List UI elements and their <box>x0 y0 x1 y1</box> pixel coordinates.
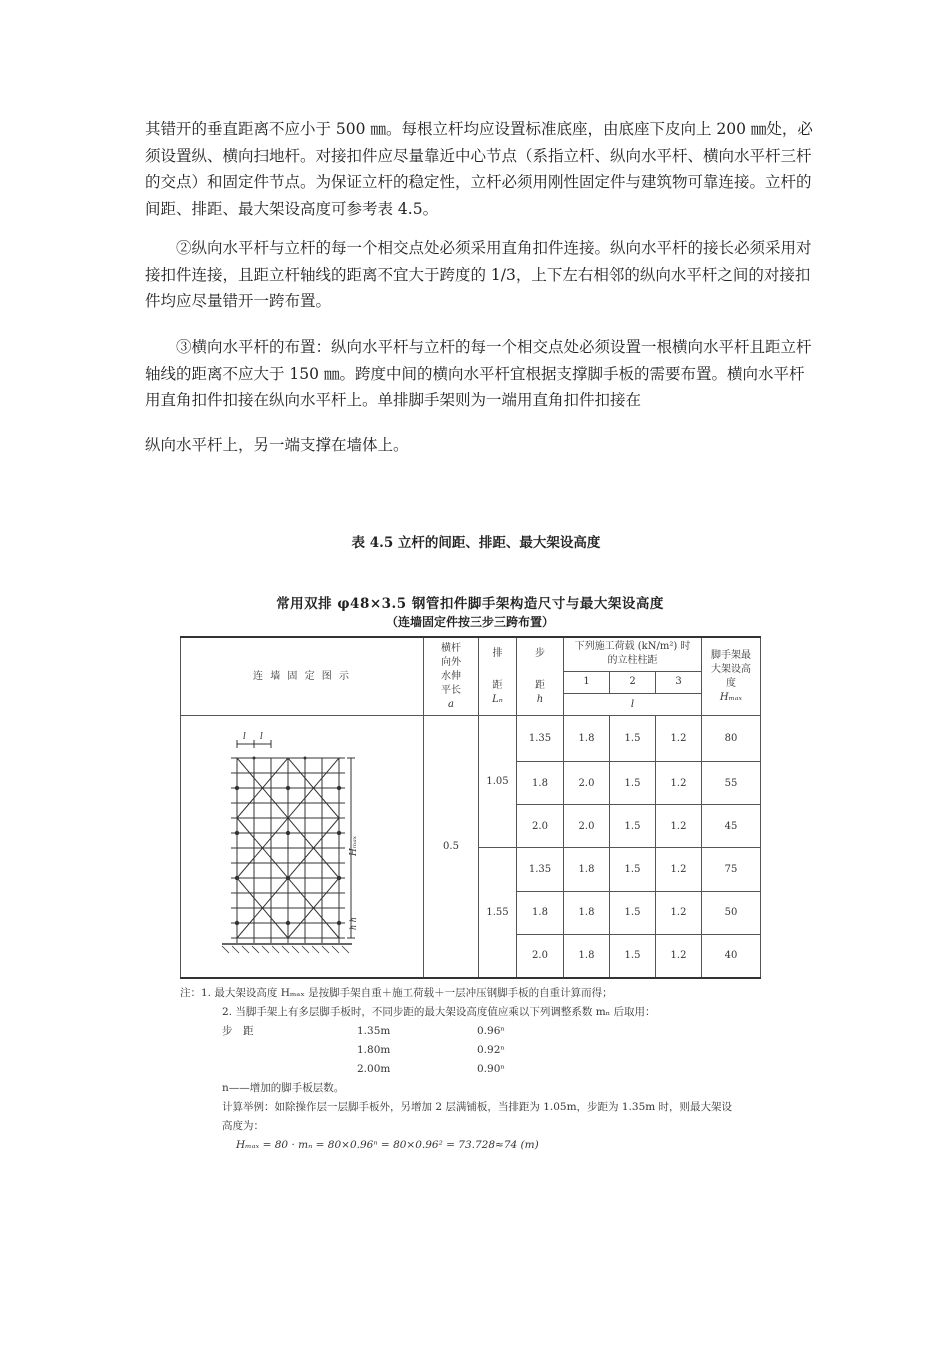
cell-l2: 1.5 <box>610 891 656 934</box>
cell-l1: 1.8 <box>564 716 610 762</box>
header-load-3: 3 <box>656 671 702 693</box>
paragraph-1: 其错开的垂直距离不应小于 500 ㎜。每根立杆均应设置标准底座，由底座下皮向上 200 ㎜处，必须设置纵、横向扫地杆。对接扣件应尽量靠近中心节点（系指立杆、纵向水平杆、横向水平杆三杆的交点）和固定件节点。为保证立杆的稳定性，立杆必须用刚性固定件与建筑物可靠连接。立杆的间距、排距、最大架设高度可参考表 4.5。 <box>145 120 813 218</box>
cell-h: 1.8 <box>517 762 564 805</box>
header-load: 下列施工荷载 (kN/m²) 时的立柱柱距 <box>564 637 702 671</box>
note-1: 注：1. 最大架设高度 Hₘₐₓ 是按脚手架自重＋施工荷载＋一层冲压钢脚手板的自重计算而得； <box>180 987 613 999</box>
cell-h: 2.0 <box>517 934 564 978</box>
note-2: 2. 当脚手架上有多层脚手板时，不同步距的最大架设高度值应乘以下列调整系数 mₙ 后取用： <box>222 1006 656 1018</box>
lb-group-2: 1.55 <box>479 847 517 978</box>
scaffold-table <box>180 636 761 979</box>
cell-hmax: 55 <box>702 762 761 805</box>
cell-l1: 1.8 <box>564 891 610 934</box>
adjust-row <box>222 1041 742 1060</box>
adjust-factor: 0.96ⁿ <box>477 1025 505 1037</box>
step-label: 步 距 <box>222 1025 254 1037</box>
header-h-top: 步 <box>535 647 545 659</box>
cell-l1: 2.0 <box>564 805 610 848</box>
paragraph-4: 纵向水平杆上，另一端支撑在墙体上。 <box>145 436 409 454</box>
paragraph-2: ②纵向水平杆与立杆的每一个相交点处必须采用直角扣件连接。纵向水平杆的接长必须采用对接扣件连接，且距立杆轴线的距离不宜大于跨度的 1/3，上下左右相邻的纵向水平杆之间的对接扣件均应尽量错开一跨布置。 <box>145 239 812 310</box>
cell-l2: 1.5 <box>610 805 656 848</box>
header-load-1: 1 <box>564 671 610 693</box>
cell-l2: 1.5 <box>610 762 656 805</box>
header-lb-top: 排 <box>492 647 503 659</box>
header-l: l <box>564 694 702 716</box>
diagram-label-l1: l <box>243 731 246 742</box>
header-a-label: 横杆向外水伸平长 <box>441 642 461 696</box>
cell-l2: 1.5 <box>610 934 656 978</box>
adjust-step: 1.80m <box>357 1044 391 1056</box>
adjust-step: 2.00m <box>357 1063 391 1075</box>
header-load-2: 2 <box>610 671 656 693</box>
header-diagram: 连 墙 固 定 图 示 <box>181 637 424 716</box>
cell-l3: 1.2 <box>656 934 702 978</box>
cell-hmax: 80 <box>702 716 761 762</box>
header-a-symbol: a <box>448 698 454 710</box>
table-caption: 表 4.5 立杆的间距、排距、最大架设高度 <box>351 535 601 551</box>
cell-h: 1.8 <box>517 891 564 934</box>
cell-hmax: 50 <box>702 891 761 934</box>
header-h <box>517 637 564 716</box>
lb-group-1: 1.05 <box>479 716 517 847</box>
header-hmax-symbol: Hₘₐₓ <box>719 691 743 703</box>
cell-l3: 1.2 <box>656 716 702 762</box>
header-h-symbol: h <box>536 693 544 705</box>
cell-l3: 1.2 <box>656 762 702 805</box>
header-hmax-label: 脚手架最大架设高度 <box>711 649 752 689</box>
table-title: 常用双排 φ48×3.5 钢管扣件脚手架构造尺寸与最大架设高度 <box>276 596 664 612</box>
diagram-label-l2: l <box>260 731 263 742</box>
diagram-label-hmax: Hₘₐₓ <box>349 835 359 856</box>
cell-l1: 1.8 <box>564 934 610 978</box>
header-lb-symbol: Lₙ <box>492 693 503 705</box>
diagram-cell <box>181 716 424 978</box>
a-value: 0.5 <box>424 716 479 978</box>
cell-hmax: 45 <box>702 805 761 848</box>
header-lb-bottom: 距 <box>492 679 503 691</box>
header-a <box>424 637 479 716</box>
cell-l2: 1.5 <box>610 716 656 762</box>
header-hmax <box>702 637 761 716</box>
header-lb <box>479 637 517 716</box>
cell-l1: 2.0 <box>564 762 610 805</box>
note-example: 计算举例：如除操作层一层脚手板外，另增加 2 层满铺板，当排距为 1.05m，步距为 1.35m 时，则最大架设高度为： <box>222 1101 733 1132</box>
adjust-row <box>222 1060 742 1079</box>
cell-l3: 1.2 <box>656 805 702 848</box>
scaffold-diagram <box>217 728 387 966</box>
cell-hmax: 40 <box>702 934 761 978</box>
cell-h: 2.0 <box>517 805 564 848</box>
table-subtitle: （连墙固定件按三步三跨布置） <box>385 615 554 629</box>
adjust-factor: 0.90ⁿ <box>477 1063 505 1075</box>
cell-l2: 1.5 <box>610 847 656 891</box>
table-notes <box>180 984 742 1155</box>
cell-l1: 1.8 <box>564 847 610 891</box>
cell-hmax: 75 <box>702 847 761 891</box>
note-formula: Hₘₐₓ = 80 · mₙ = 80×0.96ⁿ = 80×0.96² = 73.728≈74 (m) <box>236 1139 539 1151</box>
adjust-step: 1.35m <box>357 1025 391 1037</box>
diagram-label-h: h h <box>349 916 358 930</box>
cell-l3: 1.2 <box>656 891 702 934</box>
cell-l3: 1.2 <box>656 847 702 891</box>
note-n-definition: n——增加的脚手板层数。 <box>222 1082 345 1094</box>
adjust-row <box>222 1022 742 1041</box>
cell-h: 1.35 <box>517 716 564 762</box>
header-h-bottom: 距 <box>535 679 545 691</box>
adjust-factor: 0.92ⁿ <box>477 1044 505 1056</box>
paragraph-3: ③横向水平杆的布置：纵向水平杆与立杆的每一个相交点处必须设置一根横向水平杆且距立杆轴线的距离不应大于 150 ㎜。跨度中间的横向水平杆宜根据支撑脚手板的需要布置。横向水平杆用直角扣件扣接在纵向水平杆上。单排脚手架则为一端用直角扣件扣接在 <box>145 338 812 409</box>
cell-h: 1.35 <box>517 847 564 891</box>
